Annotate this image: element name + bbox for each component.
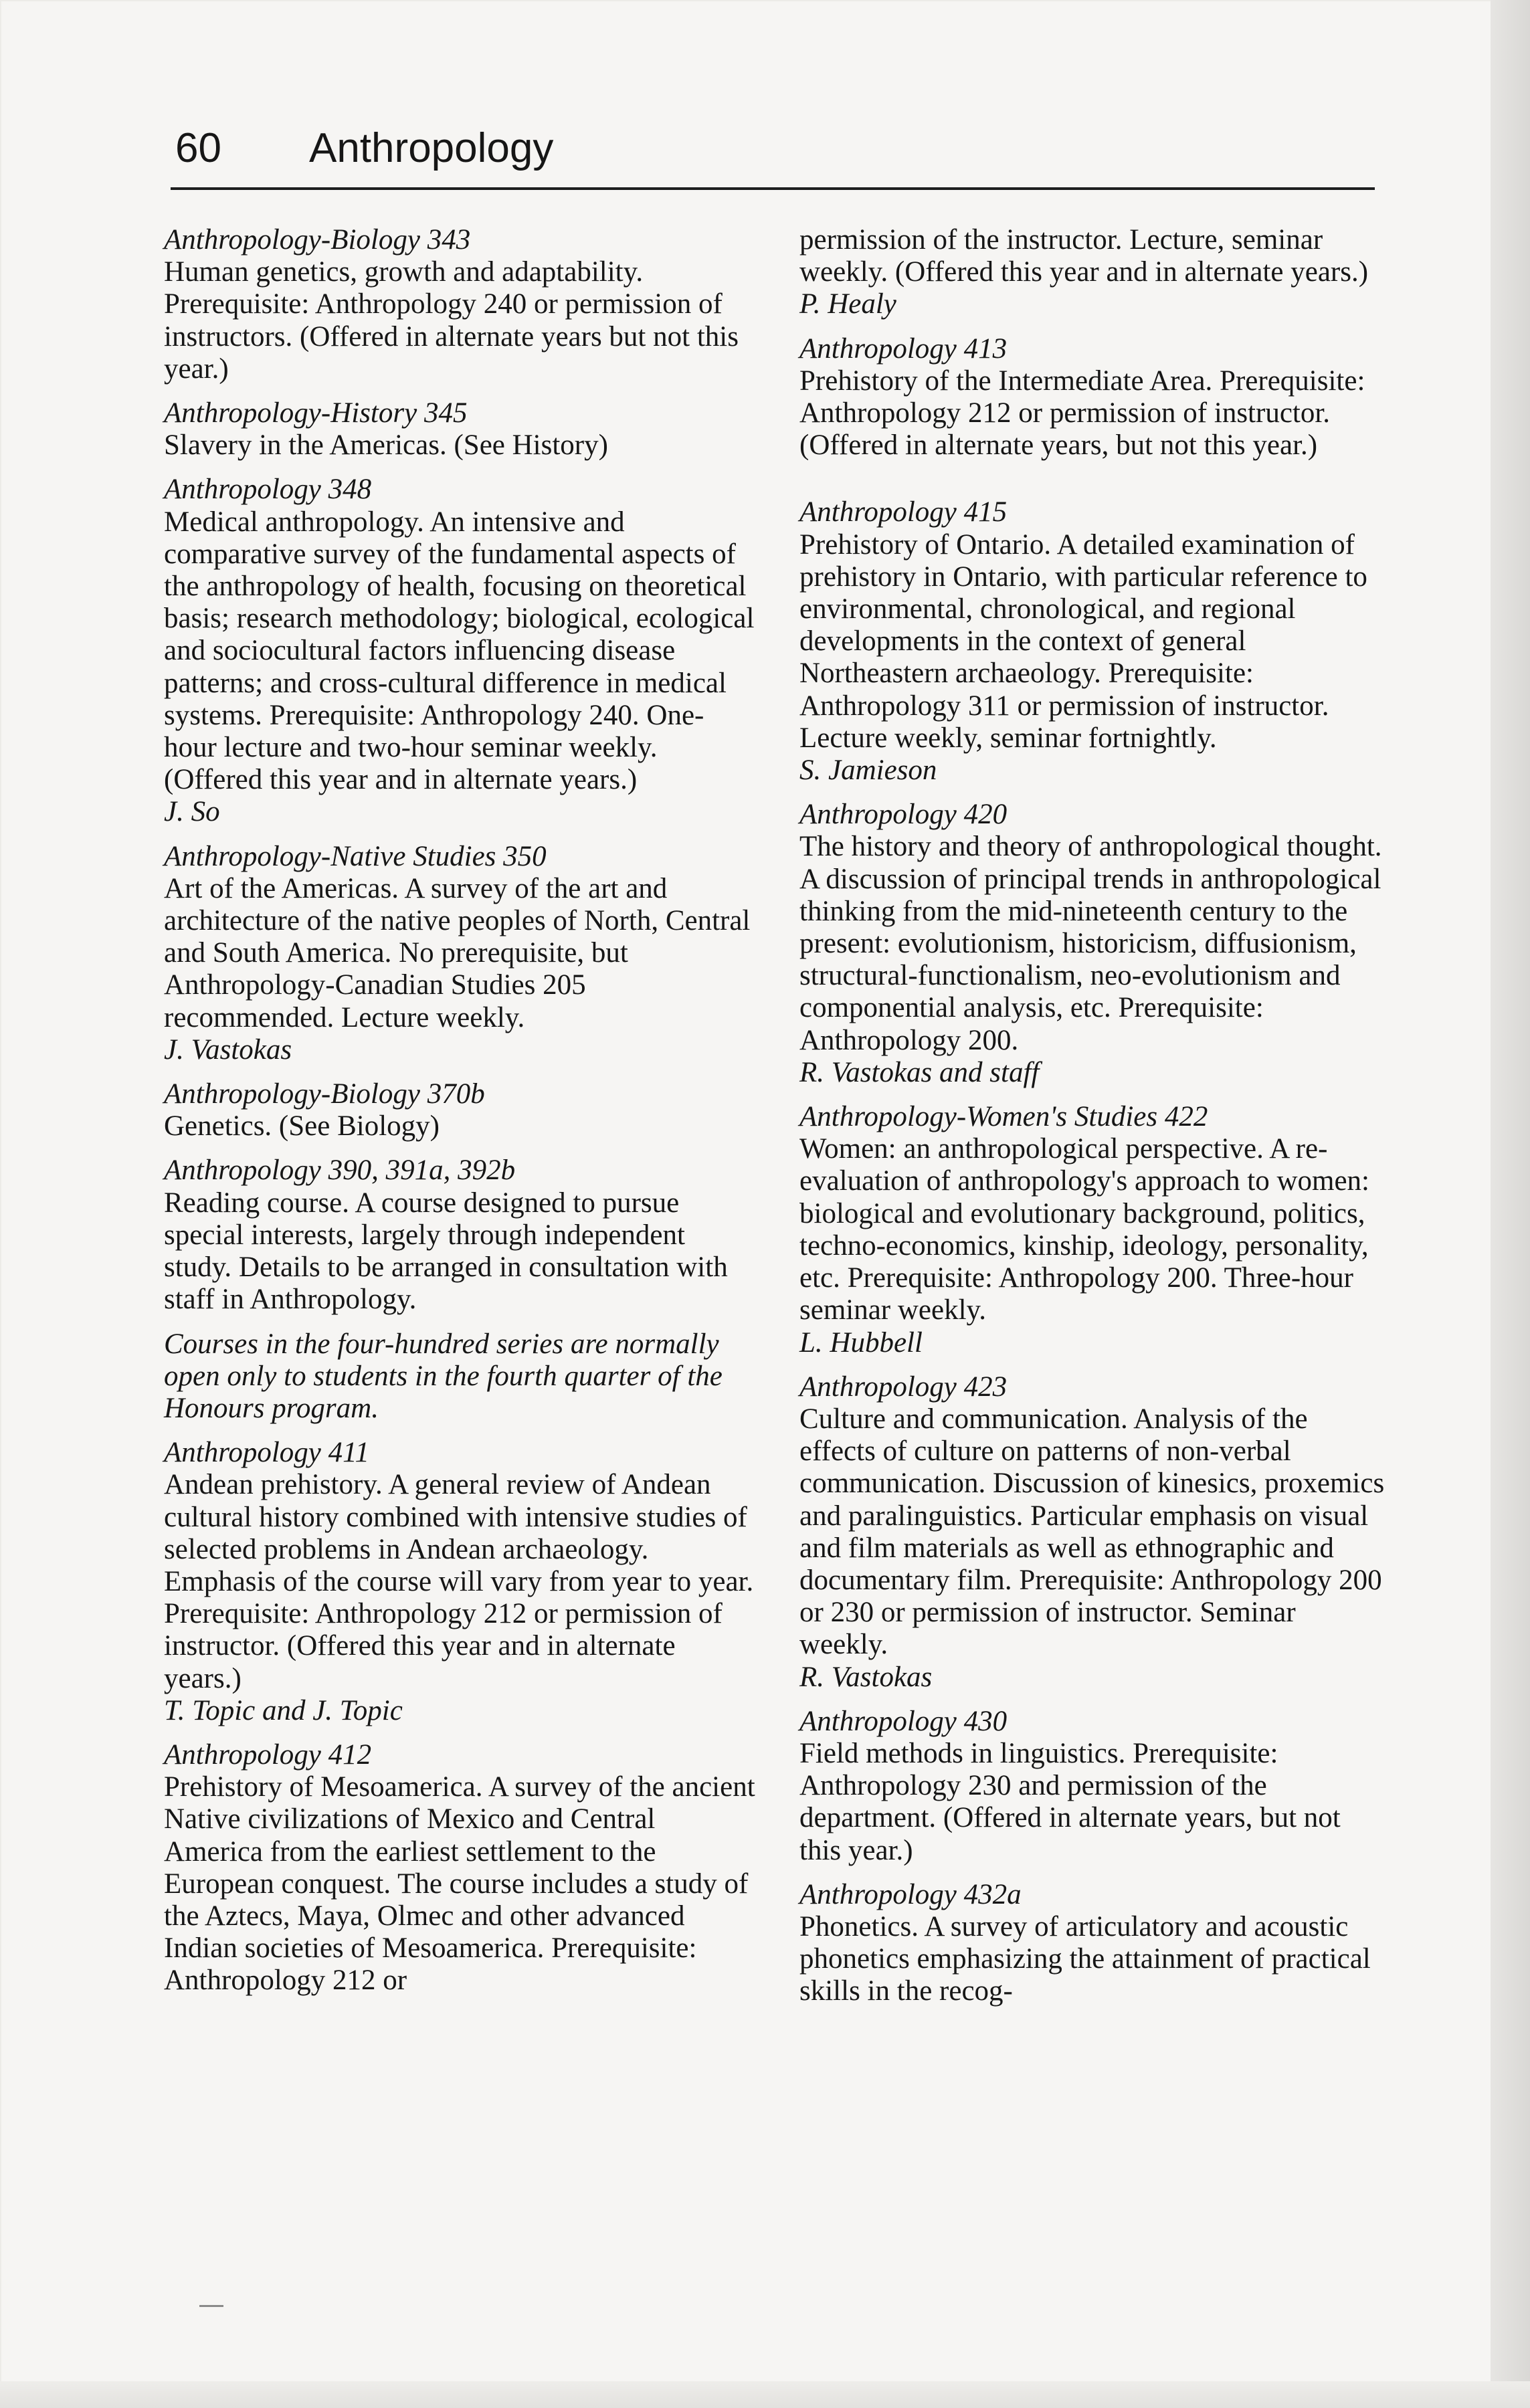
footer-mark bbox=[199, 2305, 223, 2307]
page-edge-shadow bbox=[1491, 0, 1530, 2408]
course-code: Anthropology-Biology 343 bbox=[164, 224, 471, 256]
course-entry bbox=[164, 1437, 756, 1727]
course-code: Anthropology 432a bbox=[799, 1878, 1022, 1910]
course-instructor: T. Topic and J. Topic bbox=[164, 1694, 403, 1726]
course-code: Anthropology 411 bbox=[164, 1437, 369, 1469]
course-entry bbox=[799, 333, 1388, 462]
course-description: Culture and communication. Analysis of the effects of culture on patterns of non-verbal communication. Discussion of kinesics, proxemics and paralinguistics. Particular emphasis on visual and film materials as well as ethnographic and documentary film. Prerequisite: Anthropology 200 or 230 or permission of instructor. Seminar weekly. bbox=[799, 1403, 1385, 1661]
course-code: Anthropology 423 bbox=[799, 1371, 1008, 1403]
course-instructor: J. Vastokas bbox=[164, 1033, 292, 1066]
course-code: Anthropology 415 bbox=[799, 496, 1008, 528]
course-entry bbox=[799, 1371, 1388, 1694]
course-code: Anthropology 413 bbox=[799, 332, 1008, 365]
course-instructor: S. Jamieson bbox=[799, 755, 937, 787]
course-description: Women: an anthropological perspective. A re-evaluation of anthropology's approach to women: biological and evolutionary background, politics, techno-economics, kinship, ideology, personality, etc. Prerequisite: Anthropology 200. Three-hour seminar weekly. bbox=[799, 1133, 1370, 1326]
course-description: Prehistory of the Intermediate Area. Prerequisite: Anthropology 212 or permission of instructor. (Offered in alternate years, but not this year.) bbox=[799, 365, 1365, 462]
course-code: Anthropology 390, 391a, 392b bbox=[164, 1155, 516, 1187]
course-entry bbox=[799, 1879, 1388, 2008]
course-entry bbox=[799, 496, 1388, 787]
course-description: Slavery in the Americas. (See History) bbox=[164, 429, 608, 462]
course-description: Reading course. A course designed to pursue special interests, largely through independent study. Details to be arranged in consultation with staff in Anthropology. bbox=[164, 1187, 728, 1316]
course-description: Field methods in linguistics. Prerequisite: Anthropology 230 and permission of the department. (Offered in alternate years, but not this year.) bbox=[799, 1737, 1341, 1866]
course-entry bbox=[164, 474, 756, 828]
course-description: permission of the instructor. Lecture, seminar weekly. (Offered this year and in alternate years.) bbox=[799, 224, 1369, 288]
course-description: Prehistory of Mesoamerica. A survey of the ancient Native civilizations of Mexico and Central America from the earliest settlement to the European conquest. The course includes a study of the Aztecs, Maya, Olmec and other advanced Indian societies of Mesoamerica. Prerequisite: Anthropology 212 or bbox=[164, 1771, 755, 1997]
header-rule bbox=[171, 187, 1375, 190]
course-instructor: P. Healy bbox=[799, 288, 896, 320]
page-bottom-shadow bbox=[0, 2381, 1530, 2408]
course-entry bbox=[164, 1078, 756, 1142]
course-instructor: L. Hubbell bbox=[799, 1326, 923, 1359]
course-entry bbox=[799, 1706, 1388, 1867]
course-entry bbox=[799, 1101, 1388, 1359]
page-number: 60 bbox=[175, 125, 221, 171]
course-entry bbox=[164, 397, 756, 462]
course-description: Art of the Americas. A survey of the art and architecture of the native peoples of North, Central and South America. No prerequisite, but Anthropology-Canadian Studies 205 recommended. Lecture weekly. bbox=[164, 872, 751, 1033]
running-title: Anthropology bbox=[309, 125, 554, 171]
course-entry-continued bbox=[799, 224, 1388, 321]
course-instructor: J. So bbox=[164, 796, 220, 828]
left-column bbox=[164, 224, 756, 2009]
course-instructor: R. Vastokas and staff bbox=[799, 1056, 1040, 1088]
course-description: Genetics. (See Biology) bbox=[164, 1110, 440, 1142]
course-code: Anthropology 412 bbox=[164, 1738, 372, 1771]
course-description: Andean prehistory. A general review of Andean cultural history combined with intensive studies of selected problems in Andean archaeology. Emphasis of the course will vary from year to year. Prerequisite: Anthropology 212 or permission of instructor. (Offered this year and in alternate years.) bbox=[164, 1469, 754, 1694]
course-entry bbox=[164, 224, 756, 385]
course-entry bbox=[164, 841, 756, 1066]
course-entry bbox=[164, 1739, 756, 1997]
course-code: Anthropology-Native Studies 350 bbox=[164, 840, 547, 872]
course-description: Phonetics. A survey of articulatory and acoustic phonetics emphasizing the attainment of practical skills in the recog- bbox=[799, 1910, 1371, 2007]
course-entry bbox=[164, 1155, 756, 1316]
course-code: Anthropology 420 bbox=[799, 799, 1008, 831]
course-description: Prehistory of Ontario. A detailed examination of prehistory in Ontario, with particular reference to environmental, chronological, and regional developments in the context of general Northeastern archaeology. Prerequisite: Anthropology 311 or permission of instructor. Lecture weekly, seminar fortnightly. bbox=[799, 528, 1367, 754]
right-column bbox=[799, 224, 1388, 2020]
course-code: Anthropology-History 345 bbox=[164, 397, 468, 429]
course-description: Medical anthropology. An intensive and comparative survey of the fundamental aspects of the anthropology of health, focusing on theoretical basis; research methodology; biological, ecological and sociocultural factors influencing disease patterns; and cross-cultural difference in medical systems. Prerequisite: Anthropology 240. One-hour lecture and two-hour seminar weekly. (Offered this year and in alternate years.) bbox=[164, 506, 755, 796]
course-code: Anthropology-Women's Studies 422 bbox=[799, 1101, 1208, 1133]
course-description: Human genetics, growth and adaptability. Prerequisite: Anthropology 240 or permission of instructors. (Offered in alternate years but not this year.) bbox=[164, 256, 739, 385]
course-code: Anthropology 430 bbox=[799, 1705, 1008, 1737]
course-description: The history and theory of anthropological thought. A discussion of principal trends in anthropological thinking from the mid-nineteenth century to the present: evolutionism, historicism, diffusionism, structural-functionalism, neo-evolutionism and componential analysis, etc. Prerequisite: Anthropology 200. bbox=[799, 831, 1382, 1056]
course-code: Anthropology 348 bbox=[164, 474, 372, 506]
course-code: Anthropology-Biology 370b bbox=[164, 1078, 485, 1110]
page-header bbox=[175, 118, 1373, 179]
course-entry bbox=[799, 799, 1388, 1089]
course-instructor: R. Vastokas bbox=[799, 1661, 933, 1693]
honours-note: Courses in the four-hundred series are normally open only to students in the fourth quarter of the Honours program. bbox=[164, 1328, 723, 1424]
